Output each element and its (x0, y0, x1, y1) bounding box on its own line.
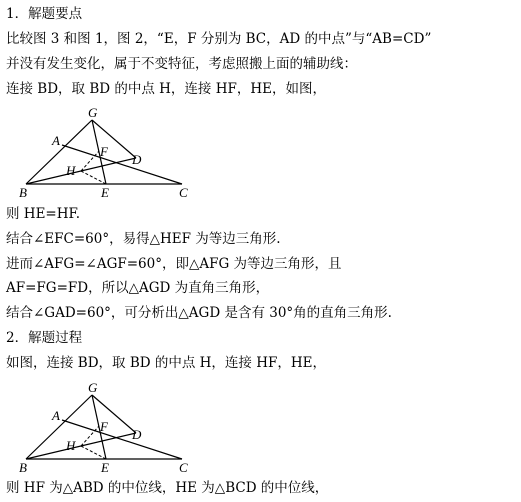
label-E: E (101, 460, 109, 475)
label-H: H (66, 163, 76, 178)
text-line: 则 HE=HF. (6, 206, 81, 222)
label-A: A (52, 133, 60, 148)
label-D: D (132, 427, 142, 442)
label-F: F (100, 419, 108, 434)
label-B: B (19, 185, 27, 200)
label-D: D (132, 152, 142, 167)
geometry-figure-2 (14, 380, 214, 479)
label-E: E (101, 185, 109, 200)
geometry-figure-1 (14, 105, 214, 204)
label-B: B (19, 460, 27, 475)
text-line: 结合∠GAD=60°，可分析出△AGD 是含有 30°角的直角三角形. (6, 305, 392, 321)
label-C: C (179, 185, 188, 200)
label-G: G (88, 105, 98, 120)
text-line: 则 HF 为△ABD 的中位线，HE 为△BCD 的中位线， (6, 480, 329, 496)
section-title-2: 2．解题过程 (6, 330, 83, 346)
label-F: F (100, 144, 108, 159)
text-line: AF=FG=FD，所以△AGD 为直角三角形， (6, 280, 270, 296)
text-line: 比较图 3 和图 1，图 2，“E，F 分别为 BC，AD 的中点”与“AB=CD” (6, 31, 432, 47)
section-title-1: 1．解题要点 (6, 6, 83, 22)
text-line: 结合∠EFC=60°，易得△HEF 为等边三角形. (6, 231, 281, 247)
label-C: C (179, 460, 188, 475)
text-line: 连接 BD，取 BD 的中点 H，连接 HF，HE，如图， (6, 81, 326, 97)
label-A: A (52, 408, 60, 423)
label-H: H (66, 438, 76, 453)
text-line: 如图，连接 BD，取 BD 的中点 H，连接 HF，HE， (6, 355, 326, 371)
text-line: 进而∠AFG=∠AGF=60°，即△AFG 为等边三角形，且 (6, 256, 342, 272)
label-G: G (88, 380, 98, 395)
text-line: 并没有发生变化，属于不变特征，考虑照搬上面的辅助线： (6, 56, 357, 72)
